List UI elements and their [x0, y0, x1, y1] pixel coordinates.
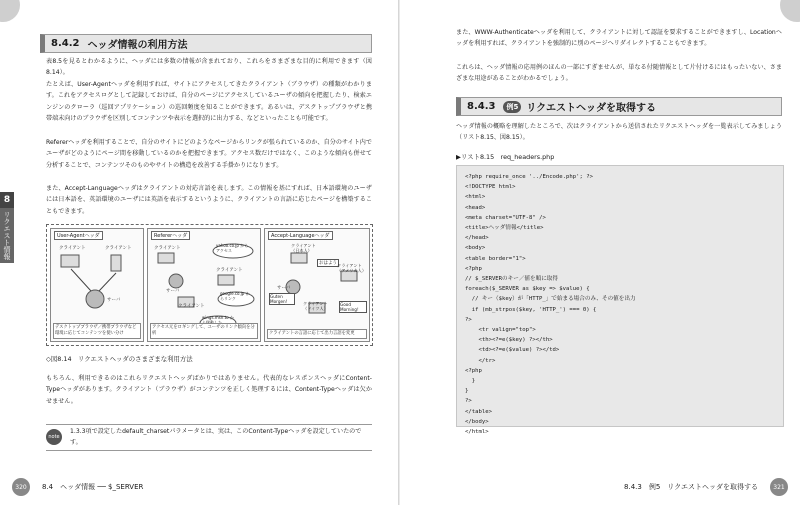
page-number: 320 [12, 478, 30, 496]
paragraph: また、WWW-Authenticateヘッダを利用して、クライアントに対して認証を要求することができますし、Locationヘッダを利用すれば、クライアントを強制的に別のページへリダイレクトすることもできます。 [456, 29, 782, 48]
item-label: サーバ [166, 289, 180, 294]
note-box [46, 424, 372, 451]
paragraph: Refererヘッダを利用することで、自分のサイトにどのようなページからリンクが張られているのか、自分のサイト内でユーザがどのようにページ間を移動しているのかを把握できます。アクセス数だけではなく、このような傾向も併せて分析することで、コンテンツそのものやサイトの構造を改善する手掛かりになります。 [46, 139, 372, 169]
panel-label: User-Agentヘッダ [54, 231, 103, 240]
panel-caption: デスクトップブラウザ／携帯ブラウザなど環境に応じてコンテンツを使い分け [53, 323, 141, 339]
figure-panel-accept-language [264, 228, 370, 342]
panel-label: Accept-Languageヘッダ [268, 231, 333, 240]
item-label: サーバ [277, 286, 291, 291]
item-label: クライアント [216, 268, 243, 273]
figure-panel-user-agent [50, 228, 144, 342]
chapter-tab [0, 192, 14, 263]
page-footer [12, 478, 143, 496]
code-listing [456, 165, 784, 436]
note-text: 1.3.3項で設定したdefault_charsetパラメータとは、実は、このContent-Typeヘッダを設定していたのです。 [70, 428, 362, 446]
paragraph: ヘッダ情報の概略を理解したところで、次はクライアントから送信されたリクエストヘッダを一覧表示してみましょう（リスト8.15、図8.15）。 [456, 123, 782, 142]
item-label: クライアント [59, 246, 86, 251]
panel-label: Refererヘッダ [151, 231, 190, 240]
example-badge: 例5 [503, 101, 521, 113]
panel-caption: クライアントの言語に応じて出力言語を変更 [267, 329, 367, 339]
section-heading [40, 34, 372, 53]
page-corner [0, 0, 20, 22]
paragraph: また、Accept-Languageヘッダはクライアントの対応言語を表します。この情報を基にすれば、日本語環境のユーザには日本語を、英語環境のユーザには英語を表示するというように、クライアントの言語に応じたページを構築することもできます。 [46, 185, 372, 215]
item-label: wings.msn.to か [202, 315, 234, 320]
running-footer: 8.4.3 例5 リクエストヘッダを取得する [624, 483, 758, 491]
page-footer [624, 478, 788, 496]
code-text: <?php require_once '../Encode.php'; ?> <!DOCTYPE html> <html> <head> <meta charset="UTF-8" /> <title>ヘッダ情報</title> </head> <body> <table border="1"> <?php // $_SERVERのキー／値を順に取得 foreach($_SERVER as $key => $value) { // キー（$key）が「HTTP_」で始まる場合のみ、その値を出力 if (mb_strpos($key, 'HTTP_') === 0) { ?> <tr valign="top"> <th><?=e($key) ?></th> <td><?=e($value) ?></td> </tr> <?php } } ?> </table> </body> </html> [465, 174, 636, 436]
panel-caption: アクセス元をロギングして、ユーザのリンク傾向を分析 [150, 323, 258, 339]
heading-title: リクエストヘッダを取得する [526, 103, 656, 114]
paragraph: 表8.5を見るとわかるように、ヘッダには多数の情報が含まれており、これらをさまざまな目的に利用できます（図8.14）。 [46, 58, 372, 77]
paragraph: もちろん、利用できるのはこれらリクエストヘッダばかりではありません。代表的なレスポンスヘッダにContent-Typeヘッダがあります。クライアント（ブラウザ）がコンテンツを正しく処理するには、Content-Typeヘッダは欠かせません。 [46, 375, 372, 405]
paragraph: たとえば、User-Agentヘッダを利用すれば、サイトにアクセスしてきたクライアント（ブラウザ）の種類がわかります。これをアクセスログとして記録しておけば、自分のページにアクセスしているユーザの傾向を把握したり、検索エンジンのクローラ（巡回アプリケーション）の巡回頻度を知ることができます。あるいは、デスクトップブラウザと携帯端末向けのブラウザを区別してコンテンツや表示を選択的に出力する、などといったことも可能です。 [46, 81, 372, 122]
running-footer: 8.4 ヘッダ情報 ── $_SERVER [42, 483, 144, 491]
figure-panel-referer [147, 228, 261, 342]
item-label: クライアント [154, 246, 181, 251]
figure-caption: ◇図8.14 リクエストヘッダのさまざまな利用方法 [46, 355, 193, 363]
item-label: Good Morning! [339, 301, 367, 313]
item-label: Guten Morgen! [269, 293, 295, 305]
figure-8-14 [46, 224, 373, 346]
item-label: クライアント [178, 304, 205, 309]
right-page [400, 0, 800, 505]
item-label: クライアント（日本人） [291, 243, 316, 253]
item-label: サーバ [107, 298, 121, 303]
item-label: おはよう [319, 261, 337, 266]
paragraph: これらは、ヘッダ情報の応用例のほんの一部にすぎませんが、単なる付随情報として片付けるにはもったいない、さまざまな用途があることがわかるでしょう。 [456, 64, 782, 83]
heading-number: 8.4.2 [51, 38, 80, 49]
user-agent-diagram [51, 241, 143, 321]
page-number: 321 [770, 478, 788, 496]
chapter-title: リクエスト情報 [3, 211, 11, 260]
page-corner [780, 0, 800, 22]
item-label: クライアント（アメリカ人） [337, 263, 367, 273]
section-heading [456, 97, 782, 116]
chapter-number: 8 [0, 192, 14, 208]
note-icon: note [46, 429, 62, 445]
listing-title: ▶リスト8.15 req_headers.php [456, 153, 555, 161]
item-label: クライアント [105, 246, 132, 251]
item-label: google.co.jp からリンク [220, 291, 250, 301]
heading-title: ヘッダ情報の利用方法 [87, 40, 188, 51]
item-label: yahoo.co.jp からアクセス [216, 243, 249, 253]
heading-number: 8.4.3 [467, 101, 496, 112]
item-label: クライアント（ドイツ人） [303, 301, 328, 311]
